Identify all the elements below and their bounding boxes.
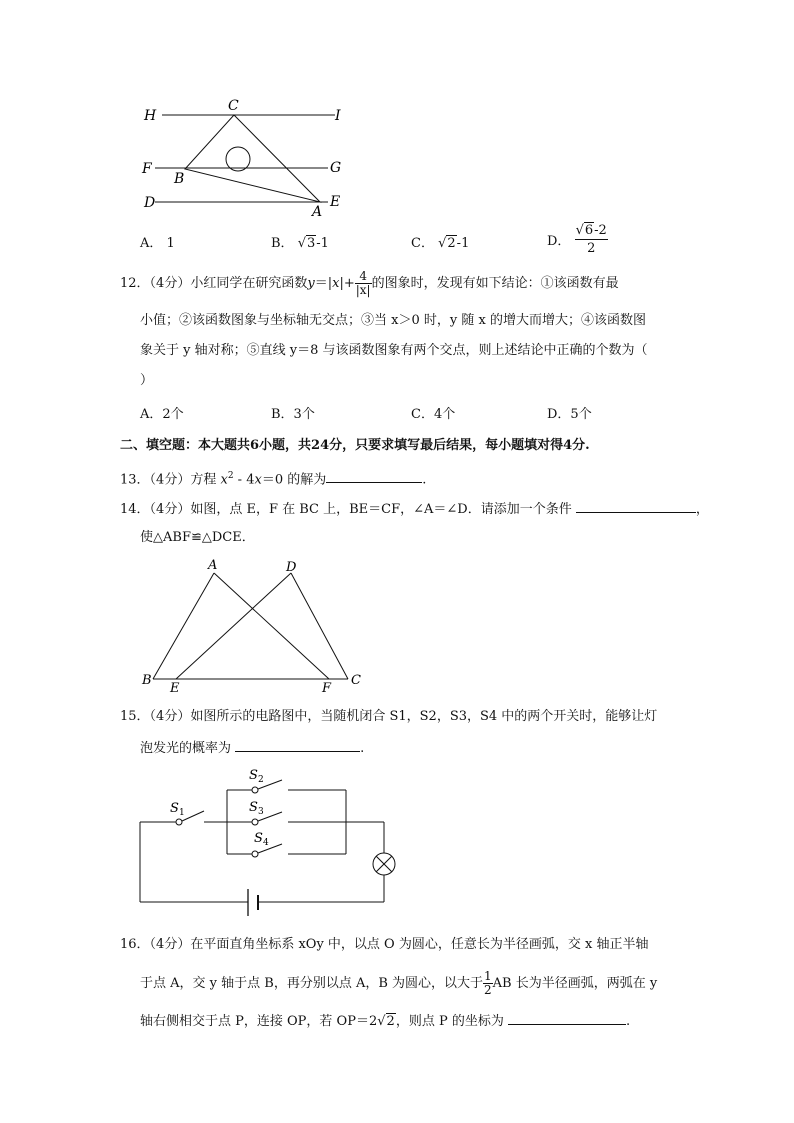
label-D: D [144,195,156,211]
q12-line1: 12．（4分）小红同学在研究函数y＝|x|+ $\frac{4}{|x|}$ 的图象时，发现有如下结论：①该函数有最 [120,269,619,297]
label-s3: S [249,800,258,815]
q12-option-d[interactable]: D．5个 [547,407,592,422]
label-B: B [174,171,185,187]
label-I: I [335,108,341,124]
segment-DE [176,573,291,679]
q16-answer-blank[interactable] [508,1010,626,1025]
switch-s3-pivot [252,819,258,825]
q15-answer-blank[interactable] [235,737,360,752]
q11-option-c[interactable]: C． √2-1 [411,236,470,251]
switch-s1-pivot [176,819,182,825]
sqrt-symbol: √2 [377,1014,395,1029]
label-E: E [170,681,180,695]
label-C: C [228,98,239,114]
switch-s4-pivot [252,851,258,857]
q15-line1: 15．（4分）如图所示的电路图中，当随机闭合 S1，S2，S3，S4 中的两个开关时，能够让灯 [120,709,658,724]
label-s4: S [254,831,263,846]
label-A: A [312,204,323,220]
q13-line: 13．（4分）方程 $x^2 - 4x=0$ 的解为 . [120,466,426,490]
q14-line1: 14．（4分）如图，点 E，F 在 BC 上，BE＝CF，∠A＝∠D．请添加一个条件 ， [120,498,709,520]
q15-circuit-figure [130,765,400,925]
q12-line3: 象关于 y 轴对称；⑤直线 y＝8 与该函数图象有两个交点，则上述结论中正确的个数为（ [140,343,648,358]
label-s1-sub: 1 [179,808,185,818]
label-s3-sub: 3 [258,807,264,817]
q11-option-b[interactable]: B． √3-1 [271,236,329,251]
label-F: F [322,681,332,695]
label-A: A [208,558,218,573]
switch-s1-blade [182,811,204,821]
segment-DC [291,573,348,679]
switch-s2-pivot [252,787,258,793]
label-D: D [286,560,297,575]
segment-BA [153,573,214,679]
q15-line2: 泡发光的概率为 . [140,737,364,759]
circle [226,147,250,171]
sqrt-symbol: √3 [297,236,316,251]
q16-line1: 16．（4分）在平面直角坐标系 xOy 中，以点 O 为圆心，任意长为半径画弧，交 x 轴正半轴 [120,937,649,952]
label-C: C [351,673,361,688]
label-G: G [330,160,342,176]
segment-AF [214,573,329,679]
label-E: E [330,194,341,210]
label-B: B [142,673,152,688]
fraction: $\frac{1}{2}$ [484,969,492,997]
label-s2: S [249,768,258,783]
label-s2-sub: 2 [258,775,264,785]
q14-line2: 使△ABF≌△DCE． [140,530,255,545]
q13-answer-blank[interactable] [326,468,422,483]
q11-option-a[interactable]: A． 1 [140,236,175,251]
sqrt-symbol: √2 [438,236,456,251]
triangle-ABC [185,115,320,202]
fraction: $\frac{√6-2}{2}$ [575,223,607,256]
q11-option-d[interactable]: D． $\frac{√6-2}{2}$ [547,223,607,256]
q16-line2: 于点 A，交 y 轴于点 B，再分别以点 A，B 为圆心，以大于 $\frac{1}{2}$ AB 长为半径画弧，两弧在 y [140,969,658,997]
label-H: H [144,108,157,124]
section-heading: 二、填空题：本大题共6小题，共24分，只要求填写最后结果，每小题填对得4分. [120,438,590,453]
fraction: $\frac{4}{|x|}$ [355,269,371,297]
q14-figure [138,555,368,695]
label-s1: S [170,801,179,816]
label-s4-sub: 4 [263,838,269,848]
q12-option-a[interactable]: A．2个 [140,407,184,422]
q12-option-b[interactable]: B．3个 [271,407,315,422]
q14-answer-blank[interactable] [576,498,696,513]
label-F: F [142,161,152,177]
q12-option-c[interactable]: C．4个 [411,407,456,422]
q12-line2: 小值；②该函数图象与坐标轴无交点；③当 x＞0 时，y 随 x 的增大而增大；④该函数图 [140,313,646,328]
q16-line3: 轴右侧相交于点 P，连接 OP，若 OP＝2√2，则点 P 的坐标为 . [140,1010,630,1032]
q11-figure [130,95,360,220]
q12-line4: ） [140,373,154,388]
